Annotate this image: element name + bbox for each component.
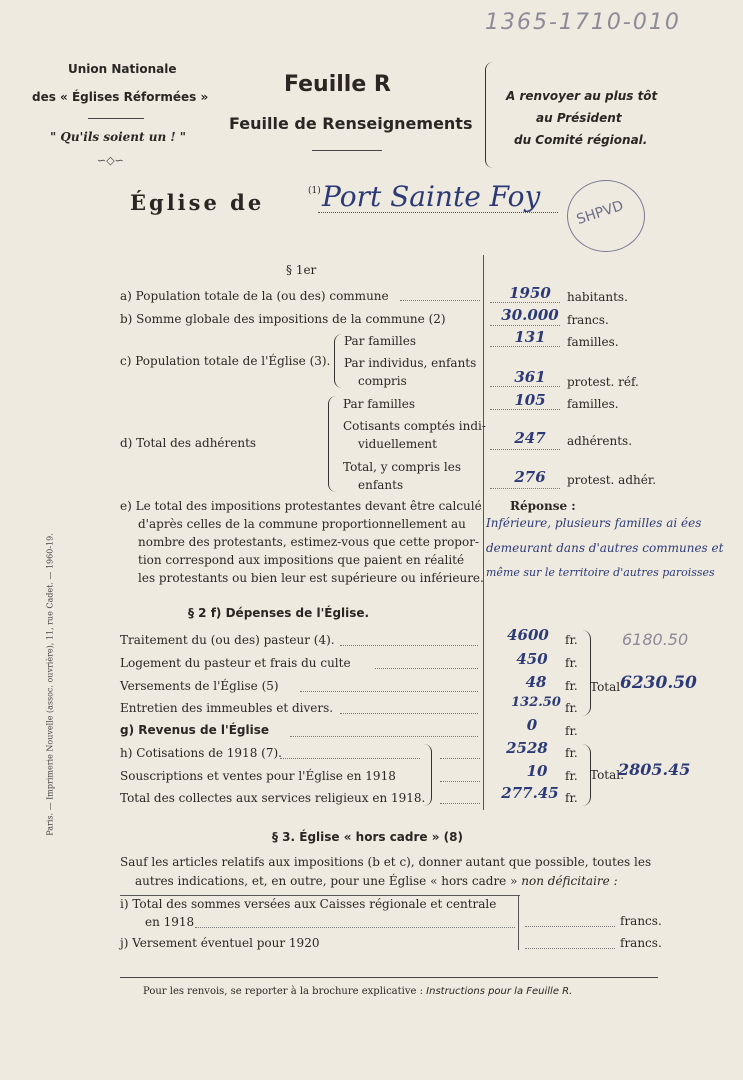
g-unit: fr. xyxy=(565,724,578,738)
row-a-value: 1950 xyxy=(509,284,551,302)
row-c-sub2a: Par individus, enfants xyxy=(344,356,477,370)
rev-row-0-label: h) Cotisations de 1918 (7). xyxy=(120,746,282,760)
church-name-line xyxy=(318,212,558,213)
header-right-brace xyxy=(485,62,496,168)
e-line-3: tion correspond aux impositions que paient en réalité xyxy=(138,553,465,567)
exp-row-2-unit: fr. xyxy=(565,679,578,693)
rev-row-2-value: 277.45 xyxy=(501,784,559,802)
section2-heading: § 2 f) Dépenses de l'Église. xyxy=(188,606,370,620)
exp-row-1-value: 450 xyxy=(516,650,548,668)
section3-intro1: Sauf les articles relatifs aux impositions (b et c), donner autant que possible, toutes les xyxy=(120,855,652,869)
row-a-label: a) Population totale de la (ou des) commune xyxy=(120,289,389,303)
reponse-label: Réponse : xyxy=(510,499,576,513)
e-line-0: e) Le total des impositions protestantes devant être calculé xyxy=(120,499,482,513)
expenses-total-label: Total xyxy=(590,680,621,694)
exp-row-3-unit: fr. xyxy=(565,701,578,715)
footer-rule xyxy=(120,977,658,978)
expenses-total-value: 6230.50 xyxy=(620,673,697,693)
exp-row-0-label: Traitement du (ou des) pasteur (4). xyxy=(120,633,335,647)
row-d-value3: 276 xyxy=(514,468,546,486)
expenses-brace xyxy=(582,630,591,716)
i-unit: francs. xyxy=(620,914,662,928)
footer-note xyxy=(143,986,572,997)
exp-row-1-unit: fr. xyxy=(565,656,578,670)
row-c-unit2: protest. réf. xyxy=(567,375,639,389)
return-line2: au Président xyxy=(536,111,622,125)
reponse-line-0: Inférieure, plusieurs familles ai ées xyxy=(486,516,702,530)
row-d-unit3: protest. adhér. xyxy=(567,473,657,487)
shpvd-stamp xyxy=(567,180,645,252)
return-line3: du Comité régional. xyxy=(514,133,648,147)
g-label: g) Revenus de l'Église xyxy=(120,723,269,737)
exp-row-0-value: 4600 xyxy=(507,626,549,644)
revenus-total-value: 2805.45 xyxy=(618,760,691,779)
revenus-inner-brace xyxy=(424,744,432,806)
stamp-text: SHPVD xyxy=(574,197,626,229)
org-line2: des « Églises Réformées » xyxy=(32,90,209,104)
i-line1: i) Total des sommes versées aux Caisses régionale et centrale xyxy=(120,897,497,911)
reponse-line-1: demeurant dans d'autres communes et xyxy=(486,541,724,555)
footer-text: Pour les renvois, se reporter à la brochure explicative : xyxy=(143,986,423,997)
section1-heading: § 1er xyxy=(286,263,317,277)
rev-row-2-label: Total des collectes aux services religieux en 1918. xyxy=(120,791,426,805)
row-d-unit2: adhérents. xyxy=(567,434,633,448)
exp-row-2-label: Versements de l'Église (5) xyxy=(120,679,279,693)
printer-line: Paris. — Imprimerie Nouvelle (assoc. ouvrière), 11, rue Cadet. — 1960-19. xyxy=(45,533,55,836)
e-line-1: d'après celles de la commune proportionnellement au xyxy=(138,517,466,531)
reponse-line-2: même sur le territoire d'autres paroisses xyxy=(486,566,715,579)
section3-intro2a-text: autres indications, et, en outre, pour une Église « hors cadre » xyxy=(135,874,518,888)
revenus-total-label: Total: xyxy=(590,768,625,782)
section3-intro2a xyxy=(135,874,618,888)
row-b-unit: francs. xyxy=(567,313,609,327)
expenses-pencil-note: 6180.50 xyxy=(622,630,689,649)
j-label: j) Versement éventuel pour 1920 xyxy=(120,936,320,950)
row-c-sub1: Par familles xyxy=(344,334,416,348)
exp-row-3-value: 132.50 xyxy=(511,695,561,710)
row-b-label: b) Somme globale des impositions de la commune (2) xyxy=(120,312,446,326)
church-name: Port Sainte Foy xyxy=(322,180,541,213)
exp-row-1-label: Logement du pasteur et frais du culte xyxy=(120,656,351,670)
form-title: Feuille R xyxy=(284,72,391,97)
church-note: (1) xyxy=(308,186,321,196)
row-d-sub3b: enfants xyxy=(358,478,404,492)
section3-vrule xyxy=(518,895,519,950)
row-c-sub2b: compris xyxy=(358,374,407,388)
row-d-value2: 247 xyxy=(514,429,546,447)
rev-row-0-value: 2528 xyxy=(506,739,548,757)
e-line-2: nombre des protestants, estimez-vous que cette propor- xyxy=(138,535,479,549)
j-unit: francs. xyxy=(620,936,662,950)
exp-row-0-unit: fr. xyxy=(565,633,578,647)
row-d-sub2b: viduellement xyxy=(358,437,437,451)
org-line1: Union Nationale xyxy=(68,62,177,76)
brace-c xyxy=(334,334,342,388)
rev-row-1-value: 10 xyxy=(526,762,548,780)
rev-row-1-label: Souscriptions et ventes pour l'Église en 1918 xyxy=(120,769,396,783)
section3-heading: § 3. Église « hors cadre » (8) xyxy=(272,830,463,844)
rev-row-0-unit: fr. xyxy=(565,746,578,760)
row-c-value2: 361 xyxy=(514,368,546,386)
row-d-label: d) Total des adhérents xyxy=(120,436,257,450)
church-label: Église de xyxy=(130,190,265,215)
exp-row-2-value: 48 xyxy=(525,673,547,691)
org-divider xyxy=(88,118,144,119)
footer-italic: Instructions pour la Feuille R. xyxy=(426,986,573,997)
row-c-value1: 131 xyxy=(514,328,546,346)
row-d-value1: 105 xyxy=(514,391,546,409)
exp-row-3-label: Entretien des immeubles et divers. xyxy=(120,701,334,715)
row-d-sub2a: Cotisants comptés indi- xyxy=(343,419,486,433)
row-d-unit1: familles. xyxy=(567,397,619,411)
section3-box-rule-top xyxy=(120,895,520,896)
row-d-sub1: Par familles xyxy=(343,397,415,411)
ornament-center xyxy=(312,150,382,151)
g-value: 0 xyxy=(526,716,538,734)
reference-number: 1365-1710-010 xyxy=(485,10,681,35)
answer-column-rule xyxy=(483,255,484,810)
i-line2: en 1918 xyxy=(145,915,195,929)
row-c-label: c) Population totale de l'Église (3). xyxy=(120,354,331,368)
rev-row-2-unit: fr. xyxy=(565,791,578,805)
rev-row-1-unit: fr. xyxy=(565,769,578,783)
row-a-unit: habitants. xyxy=(567,290,628,304)
brace-d xyxy=(328,396,336,492)
row-b-value: 30.000 xyxy=(501,306,559,324)
form-subtitle: Feuille de Renseignements xyxy=(229,114,473,133)
ornament-left: ∽◇∽ xyxy=(97,154,124,167)
row-d-sub3a: Total, y compris les xyxy=(343,460,461,474)
row-c-unit1: familles. xyxy=(567,335,619,349)
motto: " Qu'ils soient un ! " xyxy=(50,130,187,144)
e-line-4: les protestants ou bien leur est supérieure ou inférieure. xyxy=(138,571,484,585)
section3-intro2b-text: non déficitaire : xyxy=(521,874,618,888)
return-line1: A renvoyer au plus tôt xyxy=(506,89,658,103)
